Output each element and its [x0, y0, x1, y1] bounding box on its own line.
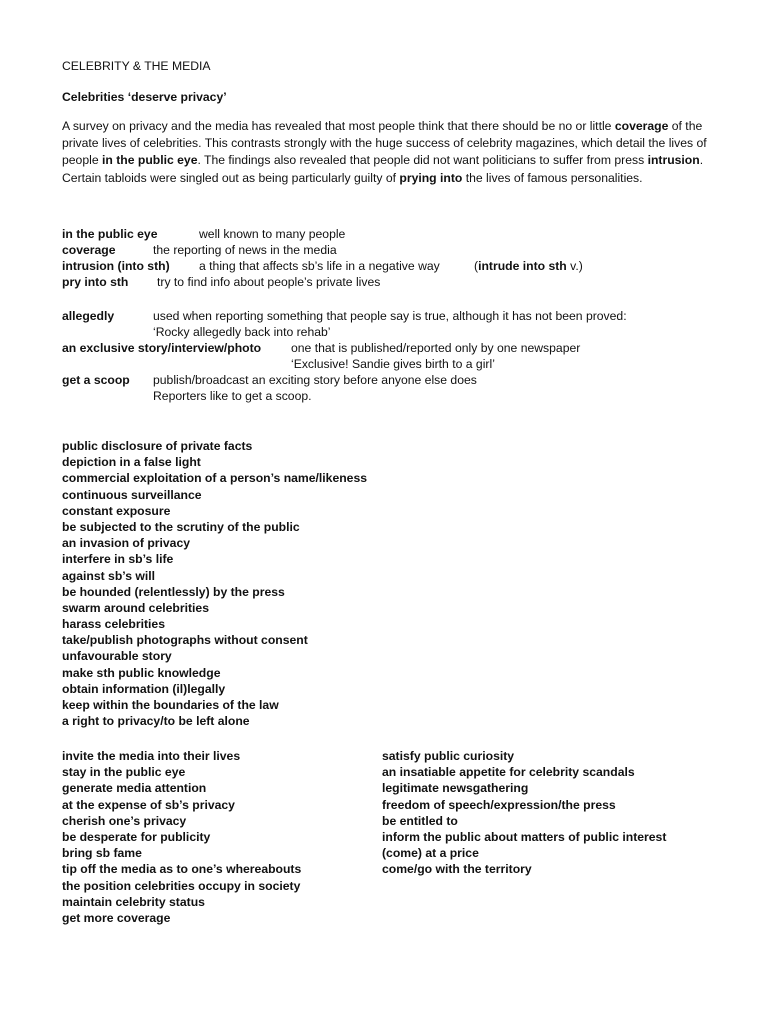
list-item: the position celebrities occupy in society — [62, 878, 301, 893]
glossary-definition: publish/broadcast an exciting story before anyone else does — [153, 373, 477, 387]
list-item: public disclosure of private facts — [62, 439, 253, 453]
glossary-term: in the public eye — [62, 227, 158, 241]
phrase-list-right — [382, 748, 666, 878]
list-item: harass celebrities — [62, 617, 165, 632]
list-item: bring sb fame — [62, 846, 142, 861]
glossary-term: get a scoop — [62, 373, 130, 387]
paragraph-text: of the private lives of celebrities. This contrasts strongly with the huge success of celebrity magazines, which detail the lives of people — [62, 119, 707, 168]
list-item: stay in the public eye — [62, 765, 186, 780]
list-item: generate media attention — [62, 781, 207, 796]
example-sentence: ‘Exclusive! Sandie gives birth to a girl’ — [291, 357, 495, 371]
list-item: inform the public about matters of public interest — [382, 829, 667, 844]
list-item: be hounded (relentlessly) by the press — [62, 584, 285, 599]
list-item: continuous surveillance — [62, 487, 202, 502]
article-headline: Celebrities ‘deserve privacy’ — [62, 90, 227, 104]
list-item: depiction in a false light — [62, 455, 201, 470]
list-item: obtain information (il)legally — [62, 681, 226, 696]
list-item: invite the media into their lives — [62, 749, 241, 763]
phrase-list-left — [62, 748, 301, 926]
paragraph-keyword: intrusion — [647, 153, 700, 168]
list-item: swarm around celebrities — [62, 600, 209, 615]
list-item: an insatiable appetite for celebrity scandals — [382, 765, 635, 780]
list-item: be entitled to — [382, 813, 458, 828]
document-heading: CELEBRITY & THE MEDIA — [62, 59, 211, 73]
list-item: at the expense of sb’s privacy — [62, 797, 235, 812]
list-item: cherish one’s privacy — [62, 813, 187, 828]
list-item: keep within the boundaries of the law — [62, 698, 279, 712]
list-item: take/publish photographs without consent — [62, 633, 308, 648]
glossary-definition: the reporting of news in the media — [153, 243, 337, 257]
glossary-definition: a thing that affects sb’s life in a negative way — [199, 259, 440, 273]
list-item: satisfy public curiosity — [382, 749, 515, 763]
paragraph-text: . Certain tabloids were singled out as being particularly guilty of — [62, 153, 704, 185]
glossary-definition: one that is published/reported only by one newspaper — [291, 341, 581, 355]
list-item: make sth public knowledge — [62, 665, 221, 680]
example-sentence: Reporters like to get a scoop. — [153, 389, 312, 403]
paragraph-keyword: prying into — [399, 170, 463, 185]
list-item: interfere in sb’s life — [62, 552, 174, 567]
paragraph-keyword: in the public eye — [101, 153, 198, 168]
glossary-definition: try to find info about people’s private lives — [157, 275, 381, 289]
list-item: get more coverage — [62, 910, 171, 925]
paragraph-text: the lives of famous personalities. — [462, 170, 643, 185]
list-item: be subjected to the scrutiny of the public — [62, 519, 300, 534]
glossary-term: coverage — [62, 243, 116, 257]
phrase-list — [62, 438, 367, 729]
list-item: freedom of speech/expression/the press — [382, 797, 616, 812]
example-sentence: ‘Rocky allegedly back into rehab’ — [153, 325, 331, 339]
list-item: against sb’s will — [62, 568, 156, 583]
glossary-term: an exclusive story/interview/photo — [62, 341, 262, 355]
list-item: be desperate for publicity — [62, 829, 211, 844]
list-item: an invasion of privacy — [62, 536, 191, 551]
list-item: tip off the media as to one’s whereabouts — [62, 862, 302, 877]
article-paragraph — [62, 118, 712, 187]
glossary-term: allegedly — [62, 309, 115, 323]
paragraph-text: A survey on privacy and the media has revealed that most people think that there should be no or little — [62, 119, 615, 133]
list-item: constant exposure — [62, 503, 171, 518]
paragraph-text: . The findings also revealed that people did not want politicians to suffer from press — [197, 153, 648, 168]
glossary-definition: used when reporting something that people say is true, although it has not been proved: — [153, 309, 627, 323]
list-item: unfavourable story — [62, 649, 172, 664]
list-item: maintain celebrity status — [62, 894, 205, 909]
glossary-verb-note: (intrude into sth v.) — [474, 259, 583, 273]
list-item: legitimate newsgathering — [382, 781, 529, 796]
list-item: (come) at a price — [382, 846, 479, 861]
glossary-term: pry into sth — [62, 275, 129, 289]
list-item: come/go with the territory — [382, 862, 532, 877]
glossary-term: intrusion (into sth) — [62, 259, 170, 273]
paragraph-keyword: coverage — [614, 119, 669, 133]
glossary-definition: well known to many people — [199, 227, 346, 241]
list-item: commercial exploitation of a person’s name/likeness — [62, 471, 368, 486]
list-item: a right to privacy/to be left alone — [62, 714, 250, 729]
